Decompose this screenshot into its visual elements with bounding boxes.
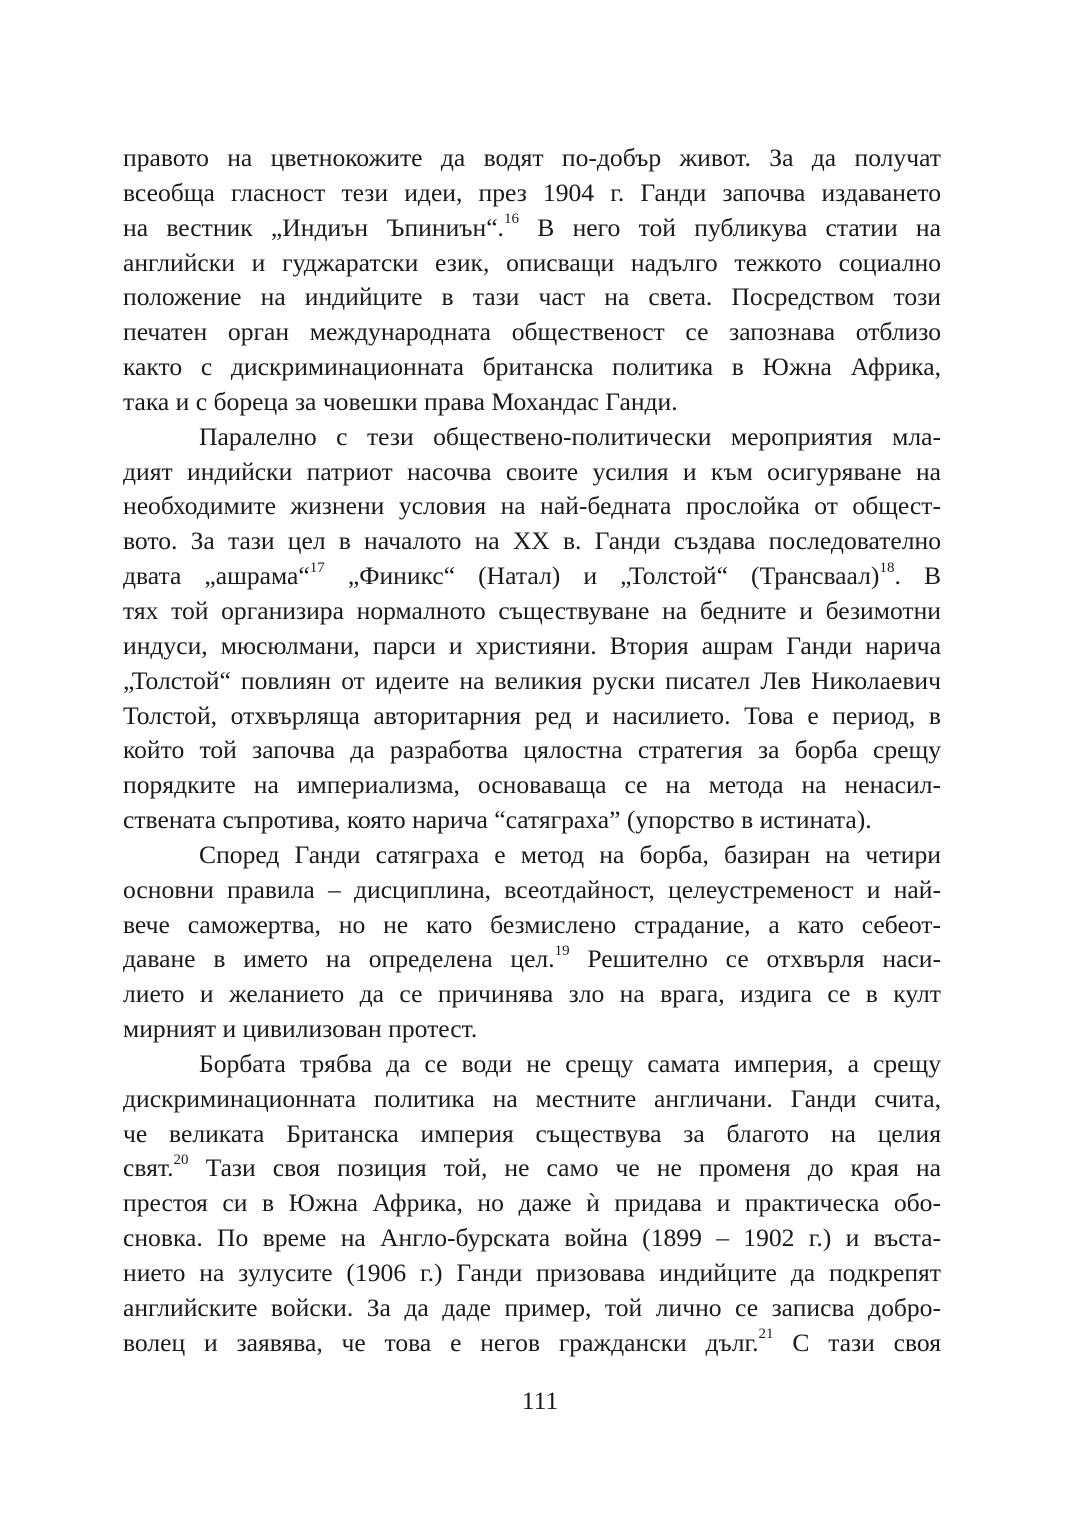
text-run: мирният и цивилизован протест. xyxy=(123,1014,478,1044)
paragraph xyxy=(123,420,941,838)
text-line xyxy=(123,1117,941,1152)
text-run: даване в името на определена цел. xyxy=(123,944,555,974)
text-run: печатен орган международната общественост се запознава отблизо xyxy=(123,317,941,347)
text-line xyxy=(123,803,941,838)
text-run: всеобща гласност тези идеи, през 1904 г. Ганди започва издаването xyxy=(123,177,941,207)
text-line xyxy=(123,211,941,246)
text-run: вото. За тази цел в началото на XX в. Ганди създава последователно xyxy=(123,526,941,556)
paragraph xyxy=(123,141,941,420)
text-run: необходимите жизнени условия на най-бедната прослойка от общест- xyxy=(123,491,941,521)
text-line xyxy=(123,1012,941,1047)
text-run: Паралелно с тези обществено-политически мероприятия мла- xyxy=(199,421,941,451)
text-line xyxy=(123,489,941,524)
text-line xyxy=(123,838,941,873)
text-run: че великата Британска империя съществува за благото на целия xyxy=(123,1118,941,1148)
footnote-ref: 17 xyxy=(309,559,325,576)
text-run: английски и гуджаратски език, описващи надълго тежкото социално xyxy=(123,247,941,277)
paragraph xyxy=(123,1047,941,1361)
footnote-ref: 18 xyxy=(879,559,895,576)
text-run: Според Ганди сатяграха е метод на борба, базиран на четири xyxy=(199,839,941,869)
text-line xyxy=(123,559,941,594)
text-run: тях той организира нормалното съществуване на бедните и безимотни xyxy=(123,595,941,625)
text-line xyxy=(123,908,941,943)
text-run: Борбата трябва да се води не срещу самата империя, а срещу xyxy=(199,1048,941,1078)
paragraph xyxy=(123,838,941,1047)
text-run: дискриминационната политика на местните англичани. Ганди счита, xyxy=(123,1083,941,1113)
text-run: порядките на империализма, основаваща се на метода на ненасил- xyxy=(123,770,941,800)
footnote-ref: 19 xyxy=(554,942,570,959)
text-line xyxy=(123,1291,941,1326)
text-line xyxy=(123,246,941,281)
text-line xyxy=(123,1326,941,1361)
text-run: така и с бореца за човешки права Мохандас Ганди. xyxy=(123,386,678,416)
text-run: положение на индийците в тази част на света. Посредством този xyxy=(123,282,941,312)
text-run: С тази своя xyxy=(773,1327,941,1357)
text-run: нието на зулусите (1906 г.) Ганди призовава индийците да подкрепят xyxy=(123,1258,941,1287)
footnote-ref: 16 xyxy=(503,211,519,228)
text-run: английските войски. За да даде пример, той лично се записва добро- xyxy=(123,1292,941,1322)
text-run: основни правила – дисциплина, всеотдайност, целеустременост и най- xyxy=(123,874,941,904)
text-run: двата „ашрама“ xyxy=(123,561,310,591)
text-line xyxy=(123,176,941,211)
text-line xyxy=(123,942,941,977)
text-line xyxy=(123,280,941,315)
text-run: вече саможертва, но не като безмислено страдание, а като себеот- xyxy=(123,909,941,939)
text-run: както с дискриминационната британска политика в Южна Африка, xyxy=(123,352,941,382)
text-run: сновка. По време на Англо-бурската война (1899 – 1902 г.) и въста- xyxy=(123,1223,941,1253)
text-line xyxy=(123,385,941,420)
footnote-ref: 20 xyxy=(173,1151,189,1168)
text-run: Тази своя позиция той, не само че не променя до края на xyxy=(188,1153,941,1183)
text-run: . В xyxy=(894,561,942,591)
text-run: дият индийски патриот насочва своите усилия и към осигуряване на xyxy=(123,456,941,486)
text-run: правото на цветнокожите да водят по-добър живот. За да получат xyxy=(123,143,941,172)
footnote-ref: 21 xyxy=(758,1326,774,1343)
text-line xyxy=(123,420,941,455)
page-body xyxy=(123,141,941,1361)
text-line xyxy=(123,1256,941,1291)
text-line xyxy=(123,594,941,629)
text-line xyxy=(123,1047,941,1082)
text-line xyxy=(123,768,941,803)
text-run: Толстой, отхвърляща авторитарния ред и насилието. Това е период, в xyxy=(123,700,941,730)
text-line xyxy=(123,664,941,699)
text-line xyxy=(123,1186,941,1221)
page-number: 111 xyxy=(521,1386,559,1415)
text-line xyxy=(123,1082,941,1117)
text-run: Решително се отхвърля наси- xyxy=(569,944,942,974)
text-run: престоя си в Южна Африка, но даже ѝ придава и практическа обо- xyxy=(123,1188,941,1218)
text-line xyxy=(123,873,941,908)
text-run: индуси, мюсюлмани, парси и християни. Втория ашрам Ганди нарича xyxy=(123,630,941,660)
text-line xyxy=(123,629,941,664)
text-run: свят. xyxy=(123,1153,174,1183)
text-run: „Финикс“ (Натал) и „Толстой“ (Трансваал) xyxy=(324,561,880,591)
text-line xyxy=(123,699,941,734)
text-line xyxy=(123,315,941,350)
text-run: „Толстой“ повлиян от идеите на великия руски писател Лев Николаевич xyxy=(123,665,941,695)
text-line xyxy=(123,977,941,1012)
text-line xyxy=(123,455,941,490)
text-run: който той започва да разработва цялостна стратегия за борба срещу xyxy=(123,735,941,765)
text-line xyxy=(123,1151,941,1186)
text-run: на вестник „Индиън Ъпиниън“. xyxy=(123,212,504,242)
text-run: лието и желанието да се причинява зло на врага, издига се в култ xyxy=(123,979,941,1009)
text-line xyxy=(123,733,941,768)
text-run: В него той публикува статии на xyxy=(518,212,941,242)
text-line xyxy=(123,524,941,559)
text-run: волец и заявява, че това е негов граждански дълг. xyxy=(123,1327,759,1357)
text-line xyxy=(123,1221,941,1256)
text-line xyxy=(123,141,941,176)
text-line xyxy=(123,350,941,385)
text-run: ствената съпротива, която нарича “сатяграха” (упорство в истината). xyxy=(123,805,872,835)
